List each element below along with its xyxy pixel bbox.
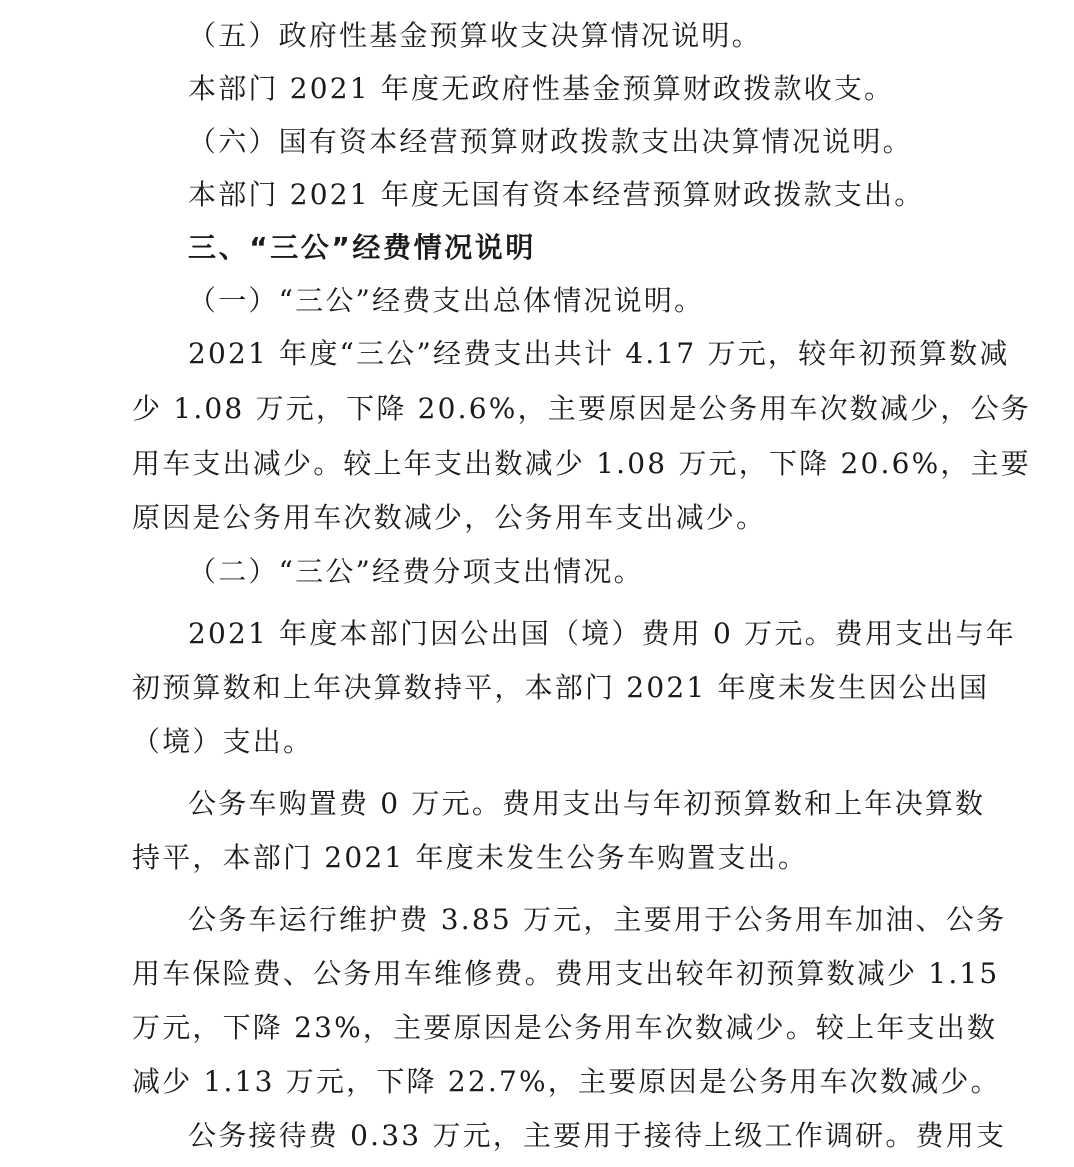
- paragraph-abroad-line-3: （境）支出。: [132, 725, 314, 758]
- paragraph-vehicle-maintenance-line-4: 减少 1.13 万元，下降 22.7%，主要原因是公务用车次数减少。: [132, 1065, 1001, 1098]
- paragraph-government-fund: 本部门 2021 年度无政府性基金预算财政拨款收支。: [188, 72, 895, 105]
- paragraph-vehicle-purchase-line-1: 公务车购置费 0 万元。费用支出与年初预算数和上年决算数: [188, 787, 986, 820]
- paragraph-reception-line-1: 公务接待费 0.33 万元，主要用于接待上级工作调研。费用支: [188, 1119, 1007, 1152]
- section-heading-government-fund: （五）政府性基金预算收支决算情况说明。: [188, 19, 762, 52]
- paragraph-vehicle-purchase-line-2: 持平，本部门 2021 年度未发生公务车购置支出。: [132, 841, 809, 874]
- paragraph-overall-line-4: 原因是公务用车次数减少，公务用车支出减少。: [132, 501, 767, 534]
- paragraph-overall-line-3: 用车支出减少。较上年支出数减少 1.08 万元，下降 20.6%，主要: [132, 447, 1031, 480]
- section-heading-state-capital: （六）国有资本经营预算财政拨款支出决算情况说明。: [188, 125, 913, 158]
- section-heading-itemized: （二）“三公”经费分项支出情况。: [188, 555, 644, 588]
- paragraph-vehicle-maintenance-line-3: 万元，下降 23%，主要原因是公务用车次数减少。较上年支出数: [132, 1011, 998, 1044]
- paragraph-state-capital: 本部门 2021 年度无国有资本经营预算财政拨款支出。: [188, 178, 925, 211]
- paragraph-overall-line-1: 2021 年度“三公”经费支出共计 4.17 万元，较年初预算数减: [188, 337, 1010, 370]
- section-heading-overall: （一）“三公”经费支出总体情况说明。: [188, 284, 705, 317]
- paragraph-vehicle-maintenance-line-2: 用车保险费、公务用车维修费。费用支出较年初预算数减少 1.15: [132, 957, 1000, 990]
- chapter-heading-three-public: 三、“三公”经费情况说明: [188, 231, 537, 264]
- paragraph-abroad-line-1: 2021 年度本部门因公出国（境）费用 0 万元。费用支出与年: [188, 617, 1016, 650]
- paragraph-vehicle-maintenance-line-1: 公务车运行维护费 3.85 万元，主要用于公务用车加油、公务: [188, 903, 1007, 936]
- paragraph-overall-line-2: 少 1.08 万元，下降 20.6%，主要原因是公务用车次数减少，公务: [132, 392, 1031, 425]
- paragraph-abroad-line-2: 初预算数和上年决算数持平，本部门 2021 年度未发生因公出国: [132, 671, 990, 704]
